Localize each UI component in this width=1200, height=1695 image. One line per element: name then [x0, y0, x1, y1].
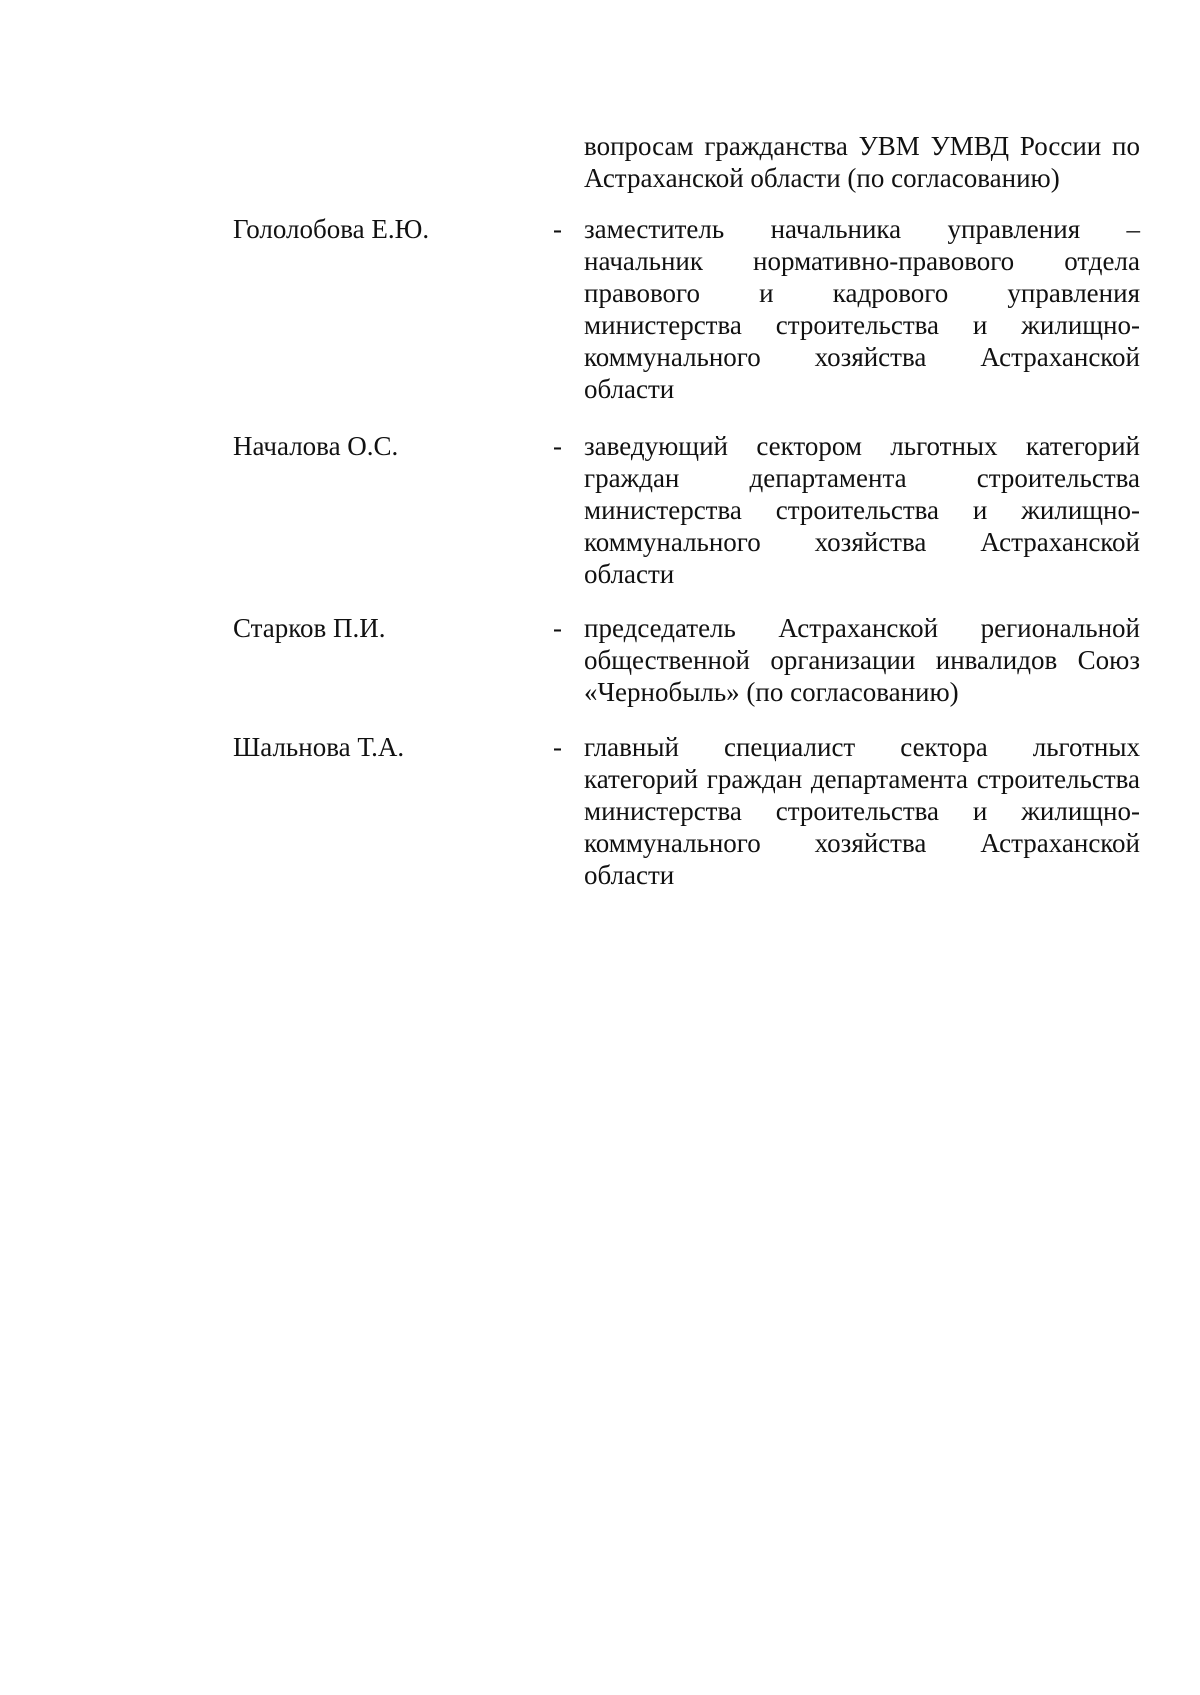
member-dash: -	[553, 214, 562, 244]
member-dash: -	[553, 732, 562, 762]
member-name: Гололобова Е.Ю.	[233, 214, 430, 244]
member-dash: -	[553, 431, 562, 461]
member-name: Старков П.И.	[233, 613, 386, 643]
member-dash: -	[553, 613, 562, 643]
member-name: Шальнова Т.А.	[233, 732, 405, 762]
continuation-text: вопросам гражданства УВМ УМВД России по Астраханской области (по согласованию)	[584, 131, 1140, 193]
member-description: заведующий сектором льготных категорий граждан департамента строительства министерства строительства и жилищно-коммунального хозяйства Астраханской области	[584, 431, 1140, 589]
member-description: председатель Астраханской региональной общественной организации инвалидов Союз «Чернобыль» (по согласованию)	[584, 613, 1140, 707]
member-description: заместитель начальника управления – начальник нормативно-правового отдела правового и кадрового управления министерства строительства и жилищно-коммунального хозяйства Астраханской области	[584, 214, 1140, 404]
member-name: Началова О.С.	[233, 431, 399, 461]
member-description: главный специалист сектора льготных категорий граждан департамента строительства министерства строительства и жилищно-коммунального хозяйства Астраханской области	[584, 732, 1140, 890]
